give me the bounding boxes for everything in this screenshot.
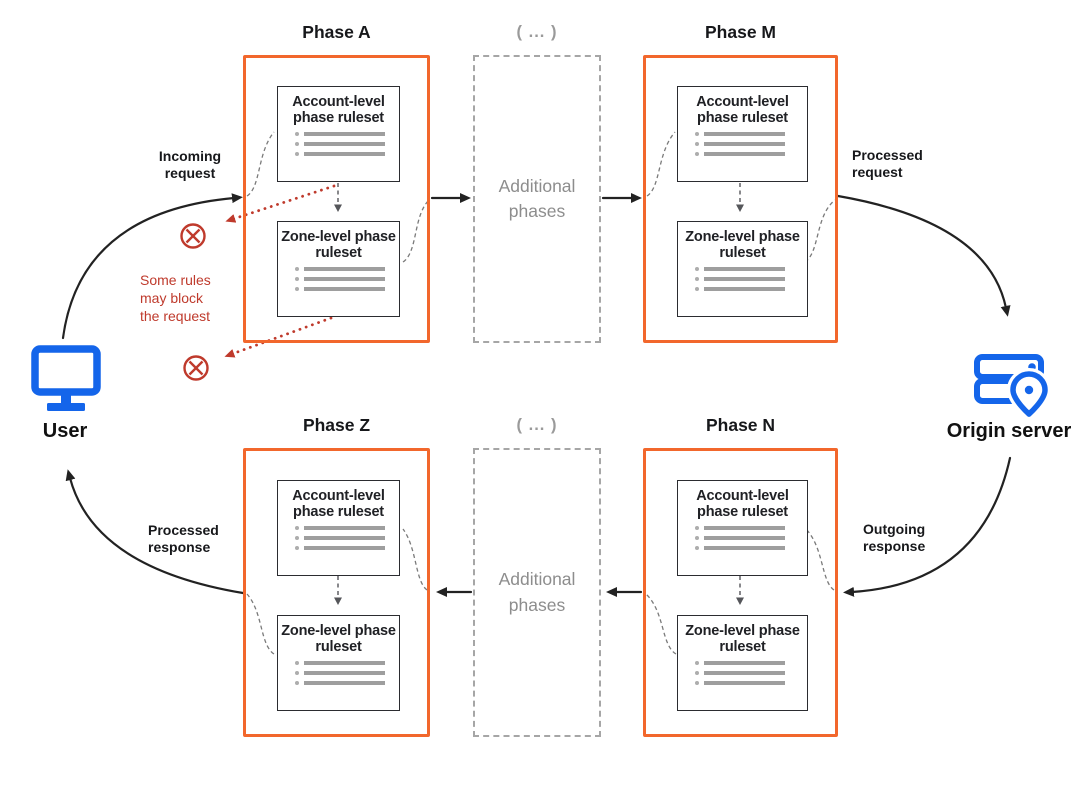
additional-phases-box-bottom (473, 448, 601, 737)
ellipsis-top: ( ... ) (516, 23, 558, 41)
account-ruleset-label: Account-level phase ruleset (292, 94, 385, 126)
arrow-phase-m-to-origin (838, 196, 1006, 308)
block-note: Some rules may block the request (140, 272, 211, 324)
rule-line-icon (704, 287, 785, 291)
rule-line-icon (704, 536, 785, 540)
rule-line-icon (304, 526, 385, 530)
server-location-icon (971, 352, 1049, 418)
account-ruleset-box (277, 86, 400, 182)
account-ruleset-box (677, 86, 808, 182)
rule-line-icon (304, 277, 385, 281)
zone-ruleset-label: Zone-level phase ruleset (281, 623, 396, 655)
phase-z-title: Phase Z (302, 415, 371, 435)
rule-line-icon (304, 132, 385, 136)
origin-server-label: Origin server (946, 420, 1072, 442)
outgoing-response-label: Outgoing response (863, 521, 926, 554)
phase-n-title: Phase N (705, 415, 776, 435)
phase-n-box (643, 448, 838, 737)
rule-line-icon (304, 681, 385, 685)
rule-line-icon (304, 671, 385, 675)
rule-line-icon (304, 142, 385, 146)
phase-a-box (243, 55, 430, 343)
zone-ruleset-box (677, 221, 808, 317)
processed-request-label: Processed request (852, 147, 923, 180)
account-ruleset-box (277, 480, 400, 576)
rule-line-icon (704, 671, 785, 675)
processed-response-label: Processed response (148, 522, 219, 555)
zone-ruleset-label: Zone-level phase ruleset (685, 229, 800, 261)
rule-line-icon (704, 277, 785, 281)
rule-line-icon (704, 267, 785, 271)
phase-m-title: Phase M (705, 22, 776, 42)
ellipsis-bottom: ( ... ) (516, 416, 558, 434)
circle-x-icon (182, 225, 205, 248)
rule-line-icon (704, 681, 785, 685)
zone-ruleset-box (277, 221, 400, 317)
incoming-request-label: Incoming request (158, 148, 222, 181)
zone-ruleset-box (677, 615, 808, 711)
user-label: User (42, 420, 88, 442)
zone-ruleset-box (277, 615, 400, 711)
rule-line-icon (304, 287, 385, 291)
zone-ruleset-label: Zone-level phase ruleset (281, 229, 396, 261)
rule-line-icon (304, 536, 385, 540)
rule-line-icon (704, 546, 785, 550)
additional-phases-label: Additional phases (498, 569, 576, 615)
account-ruleset-box (677, 480, 808, 576)
additional-phases-box-top (473, 55, 601, 343)
rule-line-icon (704, 526, 785, 530)
phase-z-box (243, 448, 430, 737)
monitor-icon (30, 344, 102, 416)
account-ruleset-label: Account-level phase ruleset (696, 488, 789, 520)
phase-a-title: Phase A (302, 22, 371, 42)
rule-line-icon (704, 152, 785, 156)
rule-line-icon (304, 152, 385, 156)
additional-phases-label: Additional phases (498, 175, 576, 221)
rule-line-icon (704, 142, 785, 146)
circle-x-icon (185, 357, 208, 380)
rule-line-icon (304, 267, 385, 271)
account-ruleset-label: Account-level phase ruleset (292, 488, 385, 520)
rule-line-icon (704, 132, 785, 136)
account-ruleset-label: Account-level phase ruleset (696, 94, 789, 126)
rule-line-icon (304, 546, 385, 550)
rule-line-icon (304, 661, 385, 665)
zone-ruleset-label: Zone-level phase ruleset (685, 623, 800, 655)
rule-line-icon (704, 661, 785, 665)
phase-m-box (643, 55, 838, 343)
